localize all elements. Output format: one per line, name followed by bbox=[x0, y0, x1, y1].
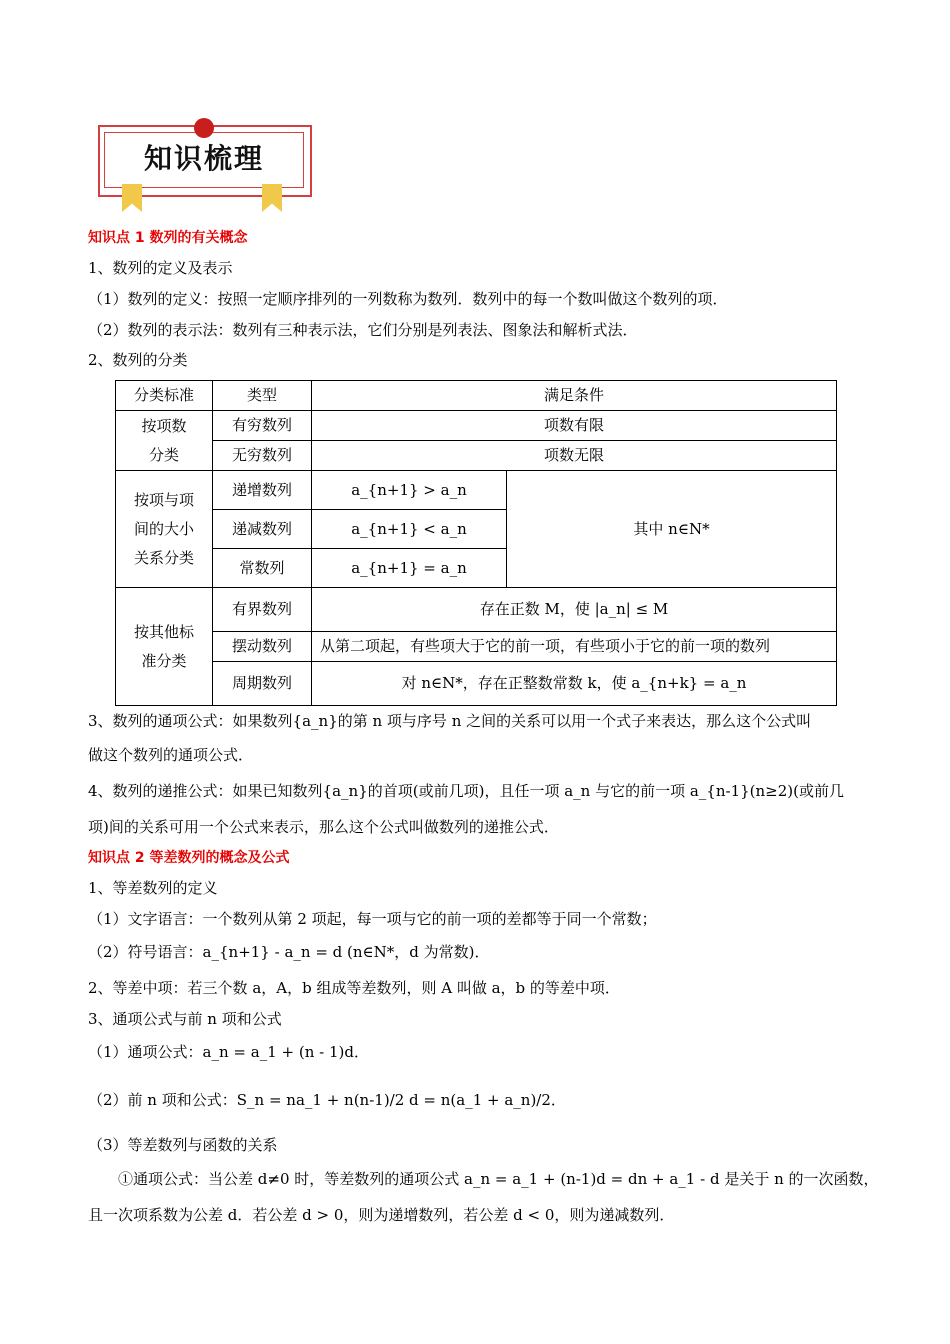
group-by-size: 按项与项间的大小关系分类 bbox=[116, 471, 213, 588]
table-row bbox=[116, 632, 837, 662]
cond-bounded: 存在正数 M，使 |a_n| ≤ M bbox=[312, 588, 837, 632]
table-row bbox=[116, 662, 837, 706]
banner-title: 知识梳理 bbox=[143, 142, 264, 175]
type-oscillating: 摆动数列 bbox=[213, 632, 312, 662]
s4-line2: 项)间的关系可用一个公式来表示，那么这个公式叫做数列的递推公式． bbox=[88, 818, 559, 836]
table-header-row bbox=[116, 381, 837, 411]
type-decreasing: 递减数列 bbox=[213, 510, 312, 549]
s2-heading: 2、数列的分类 bbox=[88, 351, 188, 369]
formula-increasing: a_{n+1} > a_n bbox=[312, 471, 507, 510]
th-type: 类型 bbox=[213, 381, 312, 411]
classification-table bbox=[115, 380, 837, 706]
section-banner bbox=[98, 118, 310, 210]
type-infinite: 无穷数列 bbox=[213, 441, 312, 471]
cond-infinite: 项数无限 bbox=[312, 441, 837, 471]
formula-decreasing: a_{n+1} < a_n bbox=[312, 510, 507, 549]
group-other: 按其他标准分类 bbox=[116, 588, 213, 706]
s1-p2: （2）数列的表示法：数列有三种表示法，它们分别是列表法、图象法和解析式法． bbox=[88, 321, 638, 339]
a2-text: 2、等差中项：若三个数 a，A，b 组成等差数列，则 A 叫做 a，b 的等差中项． bbox=[88, 979, 620, 997]
type-bounded: 有界数列 bbox=[213, 588, 312, 632]
th-standard: 分类标准 bbox=[116, 381, 213, 411]
table-row bbox=[116, 588, 837, 632]
table-row bbox=[116, 411, 837, 441]
th-condition: 满足条件 bbox=[312, 381, 837, 411]
s4-line1: 4、数列的递推公式：如果已知数列{a_n}的首项(或前几项)，且任一项 a_n 与它的前一项 a_{n-1}(n≥2)(或前几 bbox=[88, 782, 844, 800]
a3-p2: （2）前 n 项和公式：S_n = na_1 + n(n-1)/2 d = n(a_1 + a_n)/2． bbox=[88, 1091, 566, 1109]
group-by-count: 按项数分类 bbox=[116, 411, 213, 471]
s1-heading: 1、数列的定义及表示 bbox=[88, 259, 233, 277]
a1-heading: 1、等差数列的定义 bbox=[88, 879, 218, 897]
ribbon-left-icon bbox=[122, 184, 142, 212]
where-note: 其中 n∈N* bbox=[507, 471, 837, 588]
type-constant: 常数列 bbox=[213, 549, 312, 588]
cond-periodic: 对 n∈N*，存在正整数常数 k，使 a_{n+k} = a_n bbox=[312, 662, 837, 706]
type-periodic: 周期数列 bbox=[213, 662, 312, 706]
a3-p5: 且一次项系数为公差 d．若公差 d > 0，则为递增数列，若公差 d < 0，则为递减数列． bbox=[88, 1206, 675, 1224]
a3-p4: ①通项公式：当公差 d≠0 时，等差数列的通项公式 a_n = a_1 + (n-1)d = dn + a_1 - d 是关于 n 的一次函数， bbox=[118, 1170, 879, 1188]
a3-p1: （1）通项公式：a_n = a_1 + (n - 1)d． bbox=[88, 1043, 369, 1061]
cond-oscillating: 从第二项起，有些项大于它的前一项，有些项小于它的前一项的数列 bbox=[312, 632, 837, 662]
type-finite: 有穷数列 bbox=[213, 411, 312, 441]
a1-p2: （2）符号语言：a_{n+1} - a_n = d (n∈N*，d 为常数)． bbox=[88, 943, 490, 961]
cond-finite: 项数有限 bbox=[312, 411, 837, 441]
kp2-title: 知识点 2 等差数列的概念及公式 bbox=[88, 850, 290, 866]
formula-constant: a_{n+1} = a_n bbox=[312, 549, 507, 588]
kp1-title: 知识点 1 数列的有关概念 bbox=[88, 230, 248, 246]
s3-line2: 做这个数列的通项公式． bbox=[88, 746, 254, 764]
a3-heading: 3、通项公式与前 n 项和公式 bbox=[88, 1010, 282, 1028]
type-increasing: 递增数列 bbox=[213, 471, 312, 510]
s3-line1: 3、数列的通项公式：如果数列{a_n}的第 n 项与序号 n 之间的关系可以用一个式子来表达，那么这个公式叫 bbox=[88, 712, 812, 730]
table-row bbox=[116, 441, 837, 471]
table-row bbox=[116, 471, 837, 510]
a1-p1: （1）文字语言：一个数列从第 2 项起，每一项与它的前一项的差都等于同一个常数； bbox=[88, 910, 657, 928]
a3-p3: （3）等差数列与函数的关系 bbox=[88, 1136, 278, 1154]
ribbon-right-icon bbox=[262, 184, 282, 212]
s1-p1: （1）数列的定义：按照一定顺序排列的一列数称为数列．数列中的每一个数叫做这个数列的项． bbox=[88, 290, 728, 308]
